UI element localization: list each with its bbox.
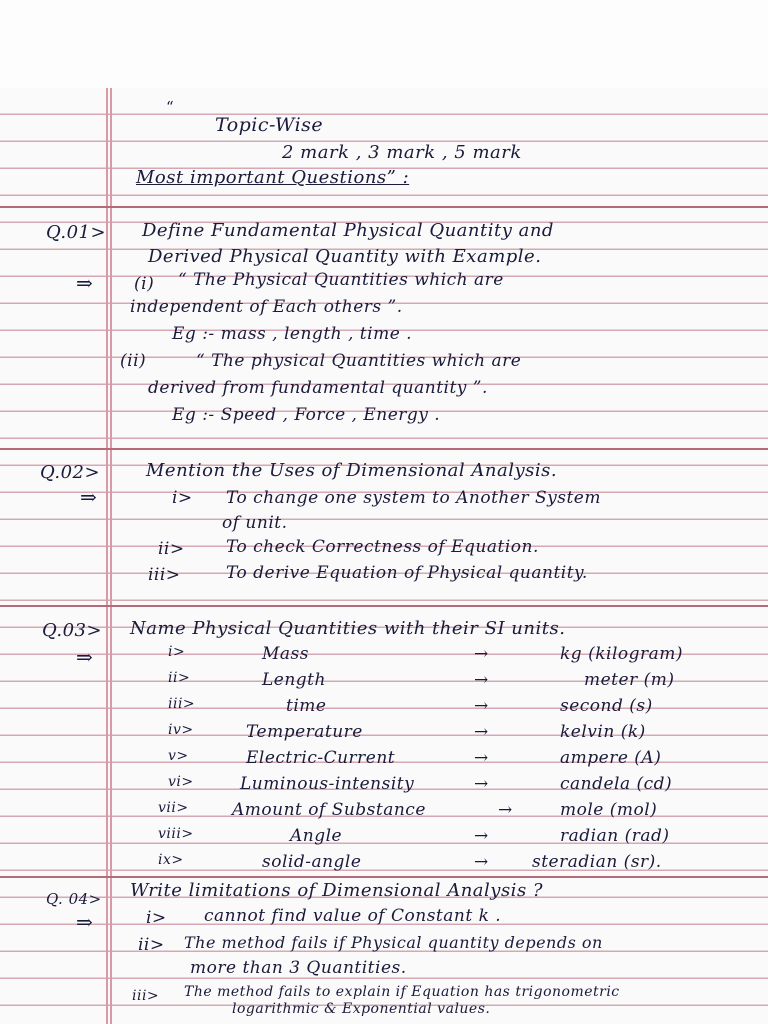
si-unit: kg (kilogram) (560, 644, 684, 664)
answer-text: derived from fundamental quantity ”. (148, 378, 488, 398)
answer-text: independent of Each others ”. (130, 297, 403, 317)
question-text: Derived Physical Quantity with Example. (148, 246, 542, 267)
arrow-icon: → (474, 696, 489, 716)
quantity-name: Amount of Substance (232, 800, 426, 820)
si-unit: second (s) (560, 696, 653, 716)
quantity-name: Angle (290, 826, 343, 846)
question-label: Q.01> (46, 222, 107, 243)
arrow-icon: → (474, 774, 489, 794)
section-divider (0, 448, 768, 450)
row-number: iii> (168, 696, 196, 712)
marks-line: 2 mark , 3 mark , 5 mark (282, 142, 522, 163)
arrow-icon: → (474, 644, 489, 664)
quantity-name: Mass (262, 644, 309, 664)
si-unit: meter (m) (584, 670, 675, 690)
row-number: v> (168, 748, 189, 764)
question-text: Write limitations of Dimensional Analysis ? (130, 880, 544, 901)
answer-text: The method fails to explain if Equation has trigonometric (184, 984, 620, 1000)
arrow-icon: ⇒ (76, 910, 93, 934)
answer-text: “ The physical Quantities which are (196, 351, 522, 371)
section-divider (0, 206, 768, 208)
si-unit: ampere (A) (560, 748, 662, 768)
margin-line (106, 88, 108, 1024)
heading: Most important Questions” : (136, 167, 410, 188)
arrow-icon: → (474, 670, 489, 690)
arrow-icon: → (498, 800, 513, 820)
quantity-name: Length (262, 670, 326, 690)
answer-text: logarithmic & Exponential values. (232, 1001, 491, 1017)
section-divider (0, 605, 768, 607)
row-number: vii> (158, 800, 189, 816)
answer-text: cannot find value of Constant k . (204, 906, 502, 926)
arrow-icon: → (474, 852, 489, 872)
topic-title: Topic-Wise (215, 114, 324, 136)
row-number: ii> (168, 670, 191, 686)
section-divider (0, 876, 768, 878)
quote-mark: “ (166, 98, 174, 116)
row-number: vi> (168, 774, 194, 790)
question-label: Q. 04> (46, 890, 102, 908)
row-number: ix> (158, 852, 184, 868)
example-text: Eg :- mass , length , time . (172, 324, 413, 344)
item-label: (i) (134, 274, 155, 294)
arrow-icon: → (474, 722, 489, 742)
row-number: iv> (168, 722, 194, 738)
row-number: i> (168, 644, 186, 660)
answer-text: The method fails if Physical quantity depends on (184, 933, 603, 952)
si-unit: mole (mol) (560, 800, 658, 820)
quantity-name: time (286, 696, 327, 716)
item-label: iii> (132, 988, 160, 1004)
quantity-name: Luminous-intensity (240, 774, 415, 794)
question-label: Q.03> (42, 620, 103, 641)
arrow-icon: ⇒ (76, 271, 93, 295)
item-label: i> (172, 488, 193, 508)
quantity-name: solid-angle (262, 852, 362, 872)
item-label: (ii) (120, 351, 147, 371)
list-item: of unit. (222, 513, 288, 533)
item-label: ii> (158, 539, 185, 559)
arrow-icon: ⇒ (76, 645, 93, 669)
question-text: Define Fundamental Physical Quantity and (142, 220, 554, 241)
margin-line (110, 88, 112, 1024)
row-number: viii> (158, 826, 194, 842)
si-unit: steradian (sr). (532, 852, 662, 872)
quantity-name: Temperature (246, 722, 363, 742)
item-label: ii> (138, 935, 165, 955)
answer-text: more than 3 Quantities. (190, 958, 407, 978)
list-item: To change one system to Another System (226, 488, 601, 508)
quantity-name: Electric-Current (246, 748, 396, 768)
answer-text: “ The Physical Quantities which are (178, 270, 504, 290)
question-text: Name Physical Quantities with their SI units. (130, 618, 566, 639)
list-item: To check Correctness of Equation. (226, 537, 539, 557)
arrow-icon: ⇒ (80, 485, 97, 509)
arrow-icon: → (474, 826, 489, 846)
question-text: Mention the Uses of Dimensional Analysis. (146, 460, 558, 481)
example-text: Eg :- Speed , Force , Energy . (172, 405, 441, 425)
si-unit: radian (rad) (560, 826, 670, 846)
si-unit: kelvin (k) (560, 722, 646, 742)
item-label: iii> (148, 565, 181, 585)
question-label: Q.02> (40, 462, 101, 483)
si-unit: candela (cd) (560, 774, 673, 794)
item-label: i> (146, 908, 167, 928)
arrow-icon: → (474, 748, 489, 768)
list-item: To derive Equation of Physical quantity. (226, 563, 588, 583)
